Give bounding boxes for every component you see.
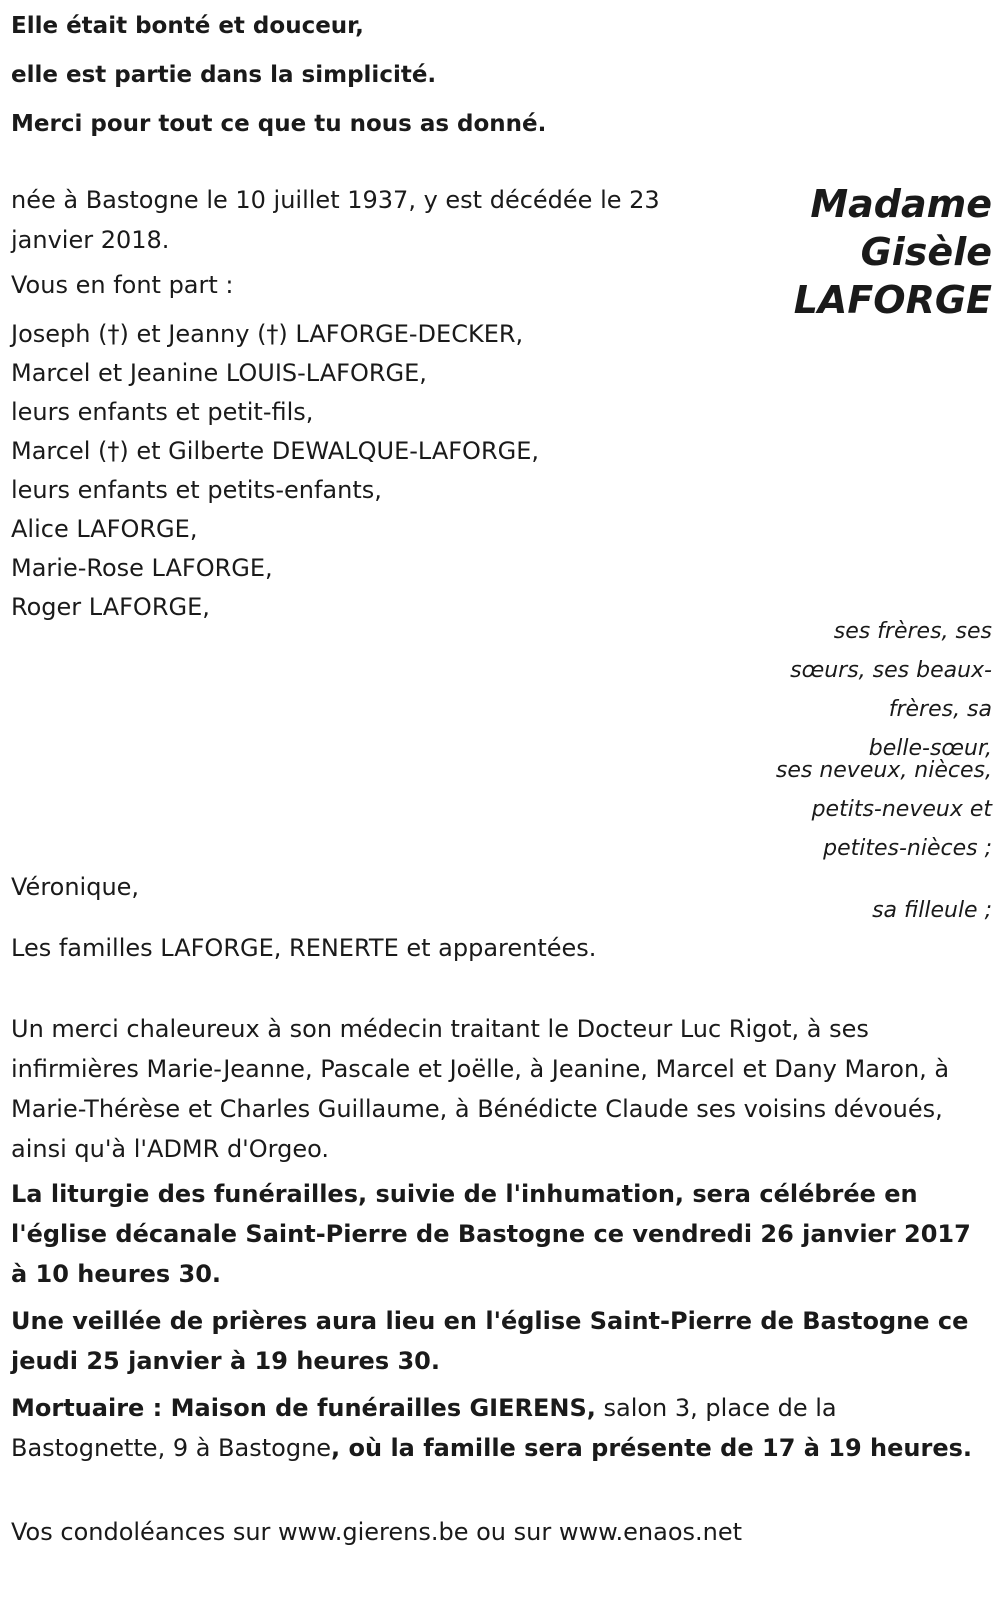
mortuary-hours: , où la famille sera présente de 17 à 19 heures. (331, 1434, 973, 1462)
family-line: Joseph (†) et Jeanny (†) LAFORGE-DECKER, (11, 320, 524, 348)
family-line: leurs enfants et petits-enfants, (11, 476, 382, 504)
epigraph-line-1: Elle était bonté et douceur, (11, 13, 364, 39)
condolences-line: Vos condoléances sur www.gierens.be ou sur www.enaos.net (11, 1518, 743, 1546)
deceased-name (794, 180, 992, 324)
funeral-paragraph: La liturgie des funérailles, suivie de l'inhumation, sera célébrée en l'église décanale Saint-Pierre de Bastogne ce vendredi 26 janvier 2017 à 10 heures 30. (11, 1180, 971, 1288)
deceased-title: Madame (810, 182, 992, 226)
family-line: Marcel et Jeanine LOUIS-LAFORGE, (11, 359, 427, 387)
family-line: Alice LAFORGE, (11, 515, 198, 543)
mortuary-paragraph (11, 1388, 986, 1468)
announce-intro: Vous en font part : (11, 271, 234, 299)
family-line: Marcel (†) et Gilberte DEWALQUE-LAFORGE, (11, 437, 540, 465)
goddaughter-name: Véronique, (11, 873, 140, 901)
mortuary-label: Mortuaire : Maison de funérailles GIERENS, (11, 1394, 596, 1422)
relation-siblings-line: frères, sa (888, 697, 992, 722)
relation-siblings-line: belle-sœur, (868, 736, 992, 761)
vigil-paragraph: Une veillée de prières aura lieu en l'église Saint-Pierre de Bastogne ce jeudi 25 janvier à 19 heures 30. (11, 1307, 969, 1375)
relation-nephews-line: ses neveux, nièces, (775, 758, 992, 783)
relation-siblings-line: sœurs, ses beaux- (790, 658, 992, 683)
family-line: leurs enfants et petit-fils, (11, 398, 314, 426)
deceased-last-name: LAFORGE (793, 278, 992, 322)
families-line: Les familles LAFORGE, RENERTE et apparentées. (11, 934, 597, 962)
thanks-paragraph: Un merci chaleureux à son médecin traitant le Docteur Luc Rigot, à ses infirmières Marie-Jeanne, Pascale et Joëlle, à Jeanine, Marcel et Dany Maron, à Marie-Thérèse et Charles Guillaume, à Bénédicte Claude ses voisins dévoués, ainsi qu'à l'ADMR d'Orgeo. (11, 1015, 950, 1163)
relation-nephews-line: petites-nièces ; (823, 836, 992, 861)
birth-death-text: née à Bastogne le 10 juillet 1937, y est décédée le 23 janvier 2018. (11, 186, 660, 254)
family-line: Roger LAFORGE, (11, 593, 210, 621)
relation-siblings-line: ses frères, ses (833, 619, 992, 644)
relation-goddaughter: sa filleule ; (872, 898, 992, 923)
mortuary-address: salon 3, place de la Bastognette, 9 à Bastogne (11, 1394, 837, 1462)
relation-nephews-line: petits-neveux et (811, 797, 992, 822)
family-line: Marie-Rose LAFORGE, (11, 554, 273, 582)
deceased-first-name: Gisèle (860, 230, 992, 274)
epigraph-line-3: Merci pour tout ce que tu nous as donné. (11, 111, 547, 137)
epigraph-line-2: elle est partie dans la simplicité. (11, 62, 437, 88)
